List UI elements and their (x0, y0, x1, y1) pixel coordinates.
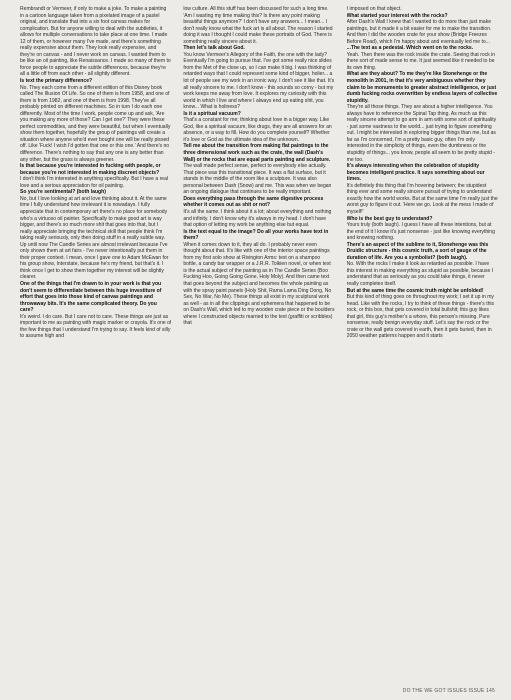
answer-paragraph: When it comes down to it, they all do. I probably never even thought about that. It's like with one of the interior space paintings from my first solo show at Rivington Arms: text on a shampoo bottle, a candy bar wrapper or a J.R.R. Tolkien novel, or when text is the actual subject of the painting as in The Candle Series (Boo Fucking Hoo, Going Going Gone, Holy Moly). And then came text that goes beyond the subject and becomes the whole painting as with the spray paint panels (Holy Shit, Rama Lama Ding Dong, No Sex, No War, No Me). These things all exist in my sculptural work as well - as in all the clippings and ephemera that happened to be on Dash's Wall, which led to my wooden crate piece or the boulders where I constructed objects married to the text (graffiti or scribbles) that (183, 241, 335, 327)
question-paragraph: Tell me about the transition from making flat paintings to the three dimensional work such as the crate, the wall (Dash's Wall) or the rocks that are equal parts painting and sculpture. (183, 143, 331, 163)
answer-paragraph: No. With the rocks I make it look as retarded as possible. I have this interest in making everything as stupid as possible, because I understand that as seriously as you could take things, it never really completes itself. (346, 261, 494, 287)
answer-paragraph: Rembrandt or Vermeer, if only to make a joke. To make a painting in a cartoon language taken from a pixelated image of a pastel original, and translate that into a six foot canvas makes for complication. But for anyone willing to deal with the subtleties, it allows for multiple conversations to take place at one time. I made 12 of them, or however many I've made, and there's something really expensive about them. They look really expensive, and they're on canvas - and I never work on canvas. I wanted them to be like an oil painting, like Renaissance. I made so many of them to force people to appreciate the subtle differences, because they're all a little off from each other - all slightly different. (20, 6, 171, 78)
question-paragraph: Then let's talk about God. (183, 45, 245, 52)
answer-paragraph: That's a constant for me; thinking about love in a bigger way. Like God, like a spiritual vacuum, like drugs, they are all answers for an absence, or a way to fill. How do you complete yourself? Whether it's love or God as the ultimate idea of the unknown. (183, 117, 332, 143)
question-paragraph: ...The text as a pedestal. Which went on to the rocks. (346, 45, 474, 52)
answer-paragraph: The wall made perfect sense, perfect to everybody else actually. That piece was this transitional piece. It was a flat surface, but it stands in the middle of the room like a sculpture. It was also personal between Dash (Snow) and me. This was when we began an ongoing dialogue that continues to be really important. (183, 163, 332, 196)
answer-paragraph: It's weird. I do care. But I care not to care. These things are just as important to me as painting with magic marker or crayola. It's one of the few things that I understand I'm trying to say. It feels kind of silly to assume high and (20, 313, 172, 340)
answer-paragraph: low culture. All this stuff has been discussed for such a long time. 'Am I wasting my time making this? Is there any point making beautiful things anymore?' I don't have any answers... I mean... I don't really know what the fuck art is all about. The reason I started doing it was I thought I could make these portraits of God. There is something really sincere about it. (183, 6, 333, 45)
answer-paragraph: No. They each come from a different edition of this Disney book called The Illusion Of Life. So one of them is from 1958, and one of them is from 1982, and one of them is from 1998. They've all probably printed on different machines. So in turn I do each one differently. Most of the time I work, people come up and ask, 'Are you making any more of those? Can I get one?' They were these perfect commodities, and they were beautiful, but when I eventually show them together, hopefully the group of paintings will create a situation where anyone who'd ever bought one will be really pissed off. Like 'Fuck! I wish I'd gotten that one or this one.' And there's no difference. There's nothing to say that any one is any better than any other, but the grass is always greener. (20, 84, 171, 163)
answer-paragraph: They're all those things. They are about a higher intelligence. You always have to reference the Spinal Tap thing. As much as this really sincere attempt to go arm in arm with some sort of spirituality - just some vastness to the world... just trying to figure something out. I might be interested in exploring bigger things than me, but as far as I'm concerned, I'm a pretty basic guy, often I'm only interested in the simplicity of things, even the dumbness or the stupidity of things... you know, people all seem to be pretty stupid - me too. (346, 104, 497, 163)
page-footer: DO THE WE GOT ISSUES ISSUE 145 (402, 688, 495, 694)
article-columns (20, 6, 498, 676)
answer-paragraph: It's definitely this thing that I'm hovering between; the stupidest thing ever and some really sincere pursuit of trying to understand exactly how the world works. But at the same time I'm really just the worst guy to figure it out. 'Here we go. Look at the mess I made of myself!' (346, 182, 498, 215)
question-paragraph: So you're sentimental? (both laugh) (20, 189, 106, 196)
question-paragraph: Is it a spiritual vacuum? (183, 110, 241, 117)
question-paragraph: It's always interesting when the celebration of stupidity becomes intelligent practice. It says something about our times. (346, 163, 485, 183)
question-paragraph: Who is the best guy to understand? (346, 215, 433, 222)
question-paragraph: Does everything pass through the same digestive process whether it comes out as shit or not? (183, 195, 324, 209)
answer-paragraph: Yeah. Then there was the rock inside the crate. Seeing that rock in there sort of made sense to me. It just seemed like it needed to be its own thing. (346, 51, 496, 71)
question-paragraph: One of the things that I'm drawn to in your work is that you don't seem to differentiate between this huge investiture of effort that goes into those kind of canvas paintings and throwaway bits. It's the same complicated theory. Do you care? (20, 280, 162, 314)
question-paragraph: Is that because you're interested in fucking with people, or because you're not interested in making discreet objects? (20, 163, 161, 176)
question-paragraph: Is the text equal to the image? Do all your works have text in them? (183, 228, 329, 242)
answer-paragraph: Yours truly (both laugh). I guess I have all these intentions, but at the end of it I know it's just nonsense - just like knowing everything and knowing nothing. (346, 222, 495, 242)
answer-paragraph: I don't think I'm interested in anything specifically. But I have a real love and a serious appreciation for oil painting. (20, 176, 168, 189)
answer-paragraph: It's all the same. I think about it a lot; about everything and nothing and infinity. I don't know why it's always in my head. I don't have that option of letting my work be anything else but equal. (183, 208, 332, 229)
answer-paragraph: After Dash's Wall I knew that I wanted to do more than just make paintings, but it made it a bit easier for me to make the transition. And then I did the wooden crate for your show (Bridge Freezes Before Road), which I'm happy about and eventually led me to... (346, 19, 492, 45)
question-paragraph: What are they about? To me they're like Stonehenge or the monolith in 2001, in that it's very ambiguous whether they claim to be monuments to greater abstract intelligence, or just dumb fucking rocks overwritten by endless layers of collective stupidity. (346, 71, 498, 104)
answer-paragraph: You know Vermeer's Allegory of the Faith, the one with the lady? Eventually I'm going to pursue that. I've got some really nice slides from the Met of the close up, so I can make it big. I was thinking of retarded ways that I could represent some kind of bigger, holier... a lot of people see my work in an ironic way. I don't see it like that. It's all really sincere to me. I don't know - this sounds so corny - but my work keeps me away from love. It explores my curiosity with this world in which I live and where I always end up eating shit, you know... What is holiness? (183, 51, 335, 111)
answer-paragraph: No, but I love looking at art and love thinking about it. At the same time I fully understand how irrelevant it is nowadays. I fully appreciate that in contemporary art there's no place for somebody who's a virtuoso oil painter. Specifically to make good art is way bigger, and there's so much more shit that goes into that, but I really appreciate bringing the technical skill that people think I'm taking really seriously, only then doing stuff in a really subtle way. Up until now The Candle Series are almost irrelevant because I've only shown them at art fairs - I've never intentionally put them in their proper context. I mean, once I gave one to Adam McEwan for his group show, Interstate, because he's my friend, but that's it. I think once I get to show them together my interest will be slightly clearer. (20, 195, 169, 281)
question-paragraph: There's an aspect of the sublime to it, Stonehenge was this Druidic structure - this cosmic truth, a sort of gauge of the duration of life. Are you a symbolist? (both laugh). (346, 241, 489, 261)
question-paragraph: Is text the primary difference? (20, 78, 93, 85)
question-paragraph: What started your interest with the rocks? (346, 12, 448, 19)
column-1 (20, 6, 171, 676)
answer-paragraph: But this kind of thing goes on throughout my work; I set it up in my head. Like with the rocks, I try to think of these things - there's this rock, or this box, that gets covered in total bullshit; this guy likes that girl, this guy's mother's a whore, this person's missing. Pure nonsense, really benign everyday stuff. Let's say the rock or the crate or the wall gets covered in earth, then it gets buried, then in 2050 weather patterns happen and it starts (346, 294, 495, 340)
column-3 (347, 6, 498, 676)
question-paragraph: But at the same time the cosmic truth might be unfolded! (346, 287, 484, 294)
column-2 (183, 6, 334, 676)
answer-paragraph: I imposed on that object. (346, 6, 402, 12)
